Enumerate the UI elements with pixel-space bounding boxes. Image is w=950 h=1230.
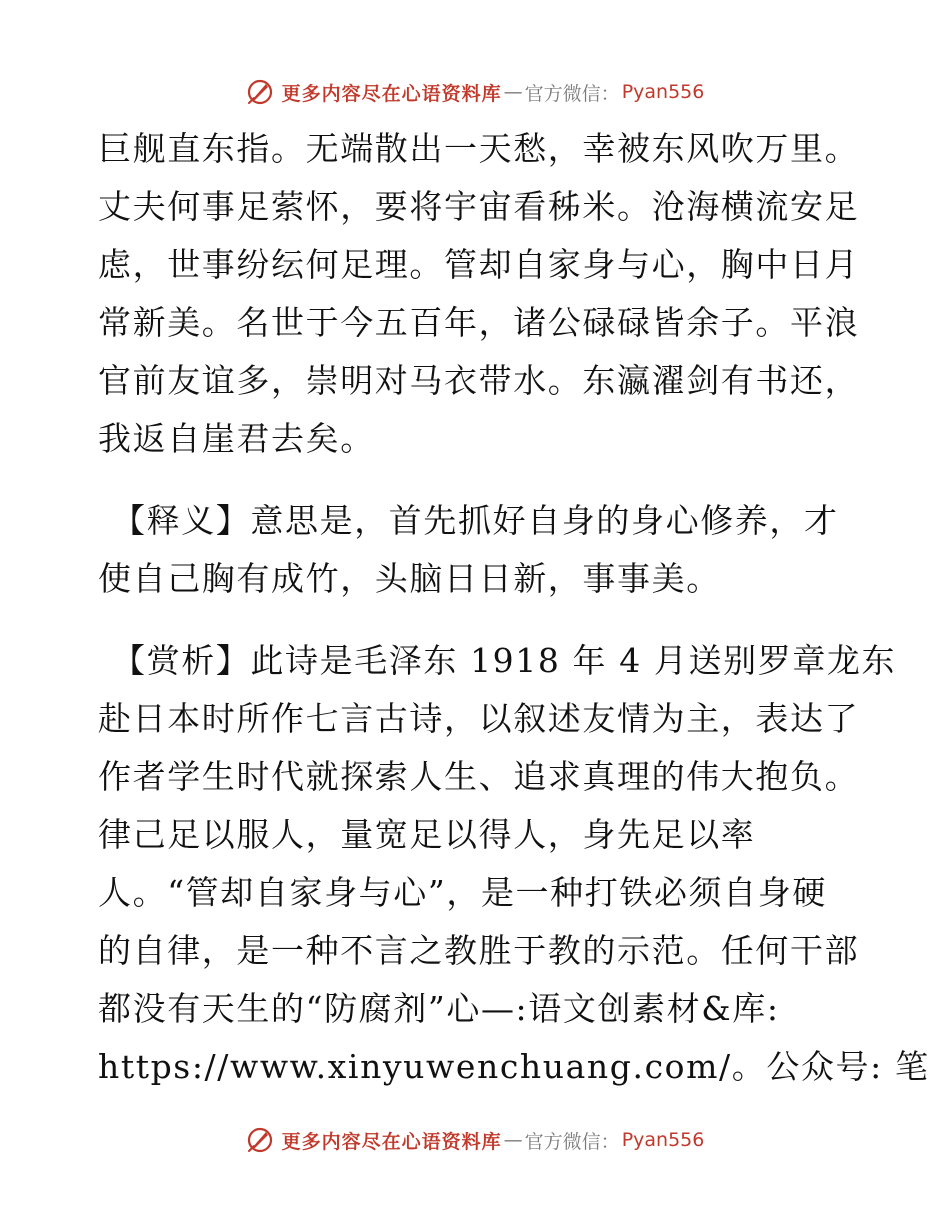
watermark-wechat-label: 官方微信： (524, 1130, 620, 1153)
watermark-wechat-id: Pyan556 (621, 1129, 705, 1151)
text-line: 人。“管却自家身与心”，是一种打铁必须自身硬 (98, 873, 827, 912)
feather-pen-circle-icon (246, 78, 274, 106)
watermark-wechat-label: 官方微信： (524, 82, 620, 105)
document-body (98, 120, 930, 1096)
watermark-site-text: 更多内容尽在心语资料库 (281, 82, 502, 105)
text-line: 常新美。名世于今五百年，诸公碌碌皆余子。平浪 (98, 303, 860, 342)
header-watermark (0, 72, 950, 112)
text-line: 使自己胸有成竹，头脑日日新，事事美。 (98, 559, 721, 598)
feather-pen-circle-icon (246, 1126, 274, 1154)
url-line: https://www.xinyuwenchuang.com/。公众号: 笔 (98, 1047, 930, 1086)
text-line: 官前友谊多，崇明对马衣带水。东瀛濯剑有书还， (98, 361, 860, 400)
text-line: 的自律，是一种不言之教胜于教的示范。任何干部 (98, 931, 860, 970)
watermark-dash: — (503, 1129, 523, 1151)
text-line: 我返自崖君去矣。 (98, 419, 375, 458)
watermark-site-text: 更多内容尽在心语资料库 (281, 1130, 502, 1153)
text-line: 巨舰直东指。无端散出一天愁，幸被东风吹万里。 (98, 129, 860, 168)
text-line: 【赏析】此诗是毛泽东 1918 年 4 月送别罗章龙东 (112, 641, 897, 680)
text-line: 都没有天生的“防腐剂”心—:语文创素材&库: (98, 989, 780, 1028)
text-line: 作者学生时代就探索人生、追求真理的伟大抱负。 (98, 757, 860, 796)
shiyi-paragraph (98, 492, 858, 608)
text-line: 赴日本时所作七言古诗，以叙述友情为主，表达了 (98, 699, 860, 738)
footer-watermark (0, 1120, 950, 1160)
watermark-wechat-id: Pyan556 (621, 81, 705, 103)
watermark-dash: — (503, 81, 523, 103)
text-line: 律己足以服人，量宽足以得人，身先足以率 (98, 815, 756, 854)
text-line: 丈夫何事足萦怀，要将宇宙看秭米。沧海横流安足 (98, 187, 860, 226)
text-line: 虑，世事纷纭何足理。管却自家身与心，胸中日月 (98, 245, 860, 284)
shangxi-paragraph (98, 632, 930, 1096)
poem-paragraph (98, 120, 858, 468)
text-line: 【释义】意思是，首先抓好自身的身心修养，才 (112, 501, 839, 540)
